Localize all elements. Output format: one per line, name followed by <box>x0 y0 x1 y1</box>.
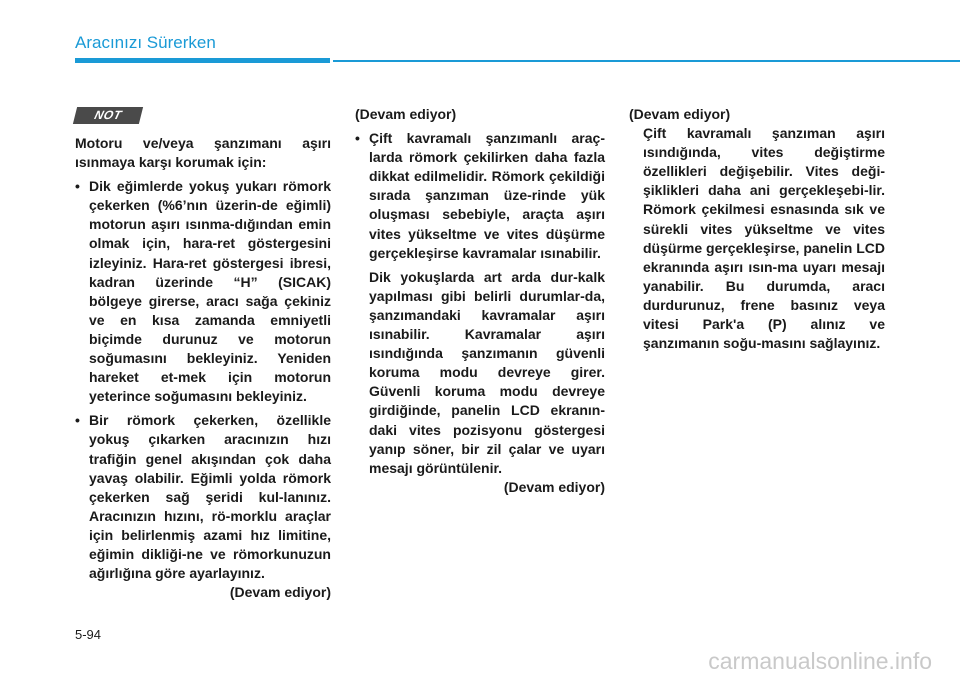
note-badge: NOT <box>73 107 143 124</box>
list-item <box>355 129 605 263</box>
paragraph: Dik yokuşlarda art arda dur-kalk yapılması gibi belirli durumlar-da, şanzımandaki kavramalar aşırı ısınabilir. Kavramalar aşırı ısındığında şanzımanın güvenli koruma modu devreye girer. Güvenli koruma modu devreye girdiğinde, panelin LCD ekranın-daki vites pozisyonu göstergesi yanıp söner, bir zil çalar ve uyarı mesajı görüntülenir. <box>369 268 605 476</box>
column-left <box>75 134 331 602</box>
watermark: carmanualsonline.info <box>708 648 932 674</box>
continued-label: (Devam ediyor) <box>503 478 605 495</box>
page-number: 5-94 <box>75 627 102 642</box>
bullet-text: Dik eğimlerde yokuş yukarı römork çekerken (%6’nın üzerin-de eğimli) motorun aşırı ısınma-dığından emin olmak için, hara-ret göstergesini izleyiniz. Hara-ret göstergesi ibresi, kadran üzerinde “H” (SICAK) bölgeye girerse, aracı sağa çekiniz ve en kısa zamanda emniyetli biçimde durunuz ve motorun soğumasını bekleyiniz. Yeniden hareket et-mek için motorun yeterince soğumasını bekleyiniz. <box>89 178 331 405</box>
list-item <box>75 177 331 406</box>
bullet-icon: • <box>75 178 80 195</box>
bullet-icon: • <box>355 130 360 147</box>
continued-label: (Devam ediyor) <box>229 584 331 601</box>
bullet-icon: • <box>75 412 80 429</box>
bullet-text: Bir römork çekerken, özellikle yokuş çıkarken aracınızın hızı trafiğin genel akışından çok daha yavaş olabilir. Eğimli yolda römork çekerken sağ şeridi kul-lanınız. Aracınızın hızını, rö-morklu araçlar için belirlenmiş azami hız limitine, eğimin dikliği-ne ve römorkunuzun ağırlığına göre ayarlayınız. <box>89 412 331 582</box>
warning-heading: Motoru ve/veya şanzımanı aşırı ısınmaya karşı korumak için: <box>75 135 331 171</box>
column-middle <box>355 105 605 497</box>
continued-label: (Devam ediyor) <box>355 106 457 122</box>
header-rule-thick <box>75 58 330 63</box>
column-right <box>629 105 885 353</box>
header-rule-thin <box>333 60 960 62</box>
continued-label: (Devam ediyor) <box>629 106 731 122</box>
paragraph: Çift kavramalı şanzıman aşırı ısındığında, vites değiştirme özellikleri değişebilir. Vites deği-şiklikleri daha ani gerçekleşebi-lir. Römork çekilmesi esnasında sık ve sürekli vites yükseltme ve vites düşürme gerçekleşirse, panelin LCD ekranında aşırı ısın-ma uyarı mesajı yanabilir. Bu durumda, aracı durdurunuz, frene basınız veya vitesi Park'a (P) alınız ve şanzımanın soğu-masını sağlayınız. <box>643 125 885 352</box>
bullet-text: Çift kavramalı şanzımanlı araç-larda römork çekilirken daha fazla dikkat edilmelidir. Römork çekildiği sırada şanzıman üze-rinde yük oluşması sebebiyle, araçta aşırı vites yükseltme ve vites düşürme gerçekleşirse kavramalar ısınabilir. <box>369 130 605 261</box>
list-item <box>75 411 331 583</box>
section-title: Aracınızı Sürerken <box>75 33 216 52</box>
